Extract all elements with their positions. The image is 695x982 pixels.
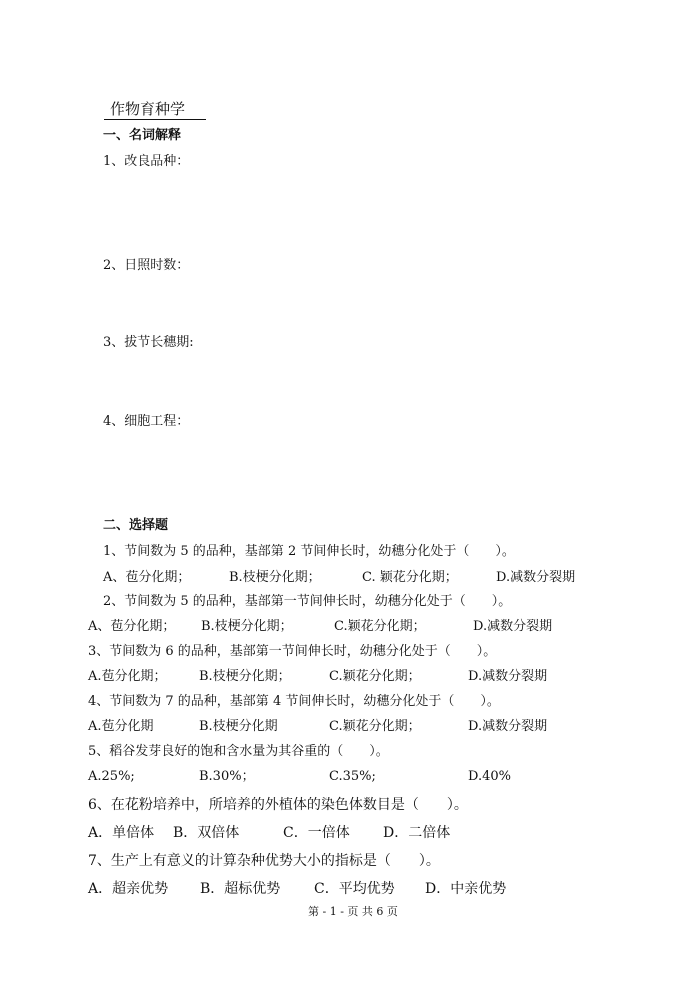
option-d: D.减数分裂期 xyxy=(473,619,553,634)
option-a: A.苞分化期 xyxy=(88,719,154,734)
option-d: D.减数分裂期 xyxy=(468,719,548,734)
question-text: 1、节间数为 5 的品种，基部第 2 节间伸长时，幼穗分化处于（ ）。 xyxy=(103,544,515,559)
option-b: B．双倍体 xyxy=(173,825,240,841)
question-text: 3、节间数为 6 的品种，基部第一节间伸长时，幼穗分化处于（ ）。 xyxy=(88,644,497,659)
option-c: C．一倍体 xyxy=(283,825,350,841)
option-d: D．中亲优势 xyxy=(425,881,507,897)
option-b: B.枝梗分化期 xyxy=(199,719,278,734)
term-item: 4、细胞工程： xyxy=(103,414,190,429)
option-d: D．二倍体 xyxy=(383,825,451,841)
option-d: D.减数分裂期 xyxy=(496,570,576,585)
option-a: A.苞分化期； xyxy=(88,669,167,684)
option-c: C.35%; xyxy=(329,769,376,784)
option-c: C．平均优势 xyxy=(314,881,395,897)
option-b: B．超标优势 xyxy=(200,881,281,897)
option-a: A.25%; xyxy=(88,769,135,784)
section1-heading: 一、名词解释 xyxy=(103,128,182,143)
option-b: B.枝梗分化期； xyxy=(229,570,321,585)
option-b: B.枝梗分化期； xyxy=(199,669,291,684)
question-text: 2、节间数为 5 的品种，基部第一节间伸长时，幼穗分化处于（ ）。 xyxy=(103,594,512,609)
option-d: D.减数分裂期 xyxy=(468,669,548,684)
question-text: 4、节间数为 7 的品种，基部第 4 节间伸长时，幼穗分化处于（ ）。 xyxy=(88,694,500,709)
option-c: C.颖花分化期； xyxy=(329,719,421,734)
option-d: D.40% xyxy=(468,769,511,784)
option-b: B.枝梗分化期； xyxy=(201,619,293,634)
option-b: B.30%； xyxy=(199,769,255,784)
document-title: 作物育种学 xyxy=(110,100,186,118)
option-a: A、苞分化期； xyxy=(88,619,176,634)
option-c: C.颖花分化期； xyxy=(329,669,421,684)
option-c: C. 颖花分化期； xyxy=(362,570,458,585)
option-a: A．单倍体 xyxy=(88,825,155,841)
option-c: C.颖花分化期； xyxy=(334,619,426,634)
page-footer: 第 - 1 - 页 共 6 页 xyxy=(308,905,398,918)
option-a: A、苞分化期； xyxy=(103,570,191,585)
term-item: 3、拔节长穗期: xyxy=(103,335,194,350)
option-a: A．超亲优势 xyxy=(88,881,169,897)
term-item: 2、日照时数： xyxy=(103,258,190,273)
question-text: 7、生产上有意义的计算杂种优势大小的指标是（ ）。 xyxy=(88,853,440,869)
term-item: 1、改良品种： xyxy=(103,154,190,169)
question-text: 5、稻谷发芽良好的饱和含水量为其谷重的（ ）。 xyxy=(88,744,389,759)
section2-heading: 二、选择题 xyxy=(103,518,169,533)
title-underline xyxy=(104,119,206,120)
question-text: 6、在花粉培养中，所培养的外植体的染色体数目是（ ）。 xyxy=(88,797,468,813)
